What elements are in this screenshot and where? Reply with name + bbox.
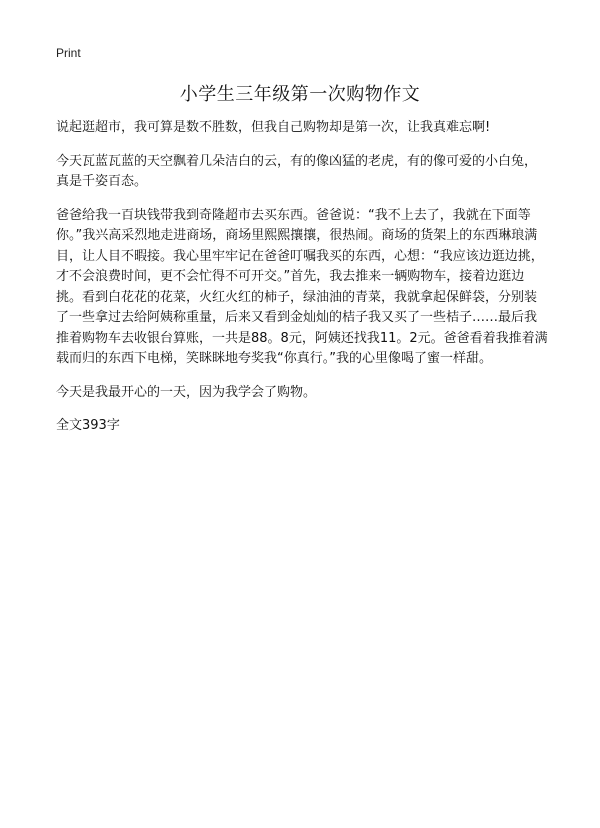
paragraph-intro: 说起逛超市，我可算是数不胜数，但我自己购物却是第一次，让我真难忘啊! bbox=[56, 120, 491, 135]
paragraph-weather: 今天瓦蓝瓦蓝的天空飘着几朵洁白的云，有的像凶猛的老虎，有的像可爱的小白兔，真是千姿百态。 bbox=[56, 153, 538, 189]
article-title: 小学生三年级第一次购物作文 bbox=[179, 84, 421, 105]
paragraph-shopping: 爸爸给我一百块钱带我到奇隆超市去买东西。爸爸说：“我不上去了，我就在下面等你。”我兴高采烈地走进商场，商场里熙熙攘攘，很热闹。商场的货架上的东西琳琅满目，让人目不暇接。我心里牢牢记在爸爸叮嘱我买的东西，心想：“我应该边逛边挑，才不会浪费时间，更不会忙得不可开交。”首先，我去推来一辆购物车，接着边逛边挑。看到白花花的花菜，火红火红的柿子，绿油油的青菜，我就拿起保鲜袋，分别装了一些拿过去给阿姨称重量，后来又看到金灿灿的桔子我又买了一些桔子……最后我推着购物车去收银台算账，一共是88。8元，阿姨还找我11。2元。爸爸看着我推着满载而归的东西下电梯，笑眯眯地夸奖我“你真行。”我的心里像喝了蜜一样甜。 bbox=[56, 207, 548, 366]
word-count: 全文393字 bbox=[56, 418, 120, 433]
article-body bbox=[56, 118, 548, 450]
print-link[interactable]: Print bbox=[56, 46, 81, 60]
paragraph-conclusion: 今天是我最开心的一天，因为我学会了购物。 bbox=[56, 384, 317, 400]
